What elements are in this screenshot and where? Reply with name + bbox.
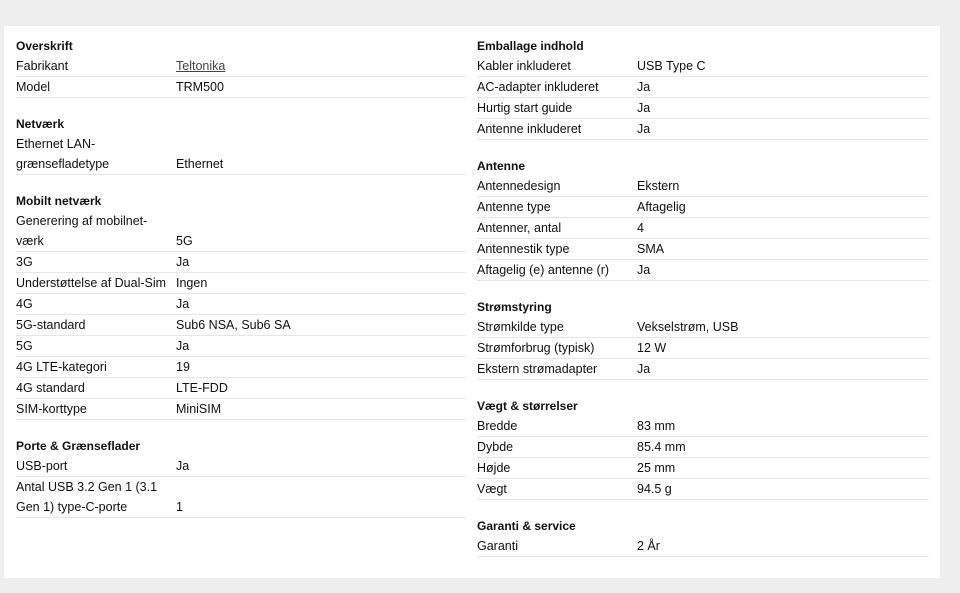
section-title: Mobilt netværk <box>16 194 102 208</box>
spec-value-container <box>637 260 929 280</box>
spec-value-container <box>176 134 466 174</box>
spec-value-container <box>176 399 466 419</box>
spec-label: Garanti <box>477 539 518 553</box>
spec-label: Ethernet LAN-grænsefladetype <box>16 137 110 171</box>
spec-value: MiniSIM <box>176 402 222 416</box>
spec-value: USB Type C <box>637 59 706 73</box>
spec-value-container <box>637 176 929 196</box>
spec-label: Strømkilde type <box>477 320 564 334</box>
spec-label: Understøttelse af Dual-Sim <box>16 276 167 290</box>
spec-value: Vekselstrøm, USB <box>637 320 739 334</box>
spec-value: Ja <box>176 297 190 311</box>
spec-value: Aftagelig <box>637 200 686 214</box>
spec-row <box>477 77 929 98</box>
spec-value-container <box>176 77 466 97</box>
spec-value-container <box>637 338 929 358</box>
spec-value: 94.5 g <box>637 482 672 496</box>
spec-value: LTE-FDD <box>176 381 228 395</box>
section-title: Netværk <box>16 117 65 131</box>
spec-label: Ekstern strømadapter <box>477 362 598 376</box>
spec-section-vaegt-storrelser <box>477 396 929 500</box>
spec-label: Antal USB 3.2 Gen 1 (3.1 Gen 1) type-C-porte <box>16 480 158 514</box>
spec-value: Ekstern <box>637 179 680 193</box>
spec-label: 4G standard <box>16 381 85 395</box>
section-title: Strømstyring <box>477 300 552 314</box>
spec-section-garanti-service <box>477 516 929 557</box>
spec-value-container <box>176 378 466 398</box>
spec-section-overskrift <box>16 36 466 98</box>
spec-value-container <box>176 294 466 314</box>
spec-label: Antenne type <box>477 200 551 214</box>
spec-label: Antenner, antal <box>477 221 562 235</box>
spec-value-container <box>176 477 466 517</box>
spec-label: Hurtig start guide <box>477 101 573 115</box>
spec-value: 4 <box>637 221 644 235</box>
spec-value: 85.4 mm <box>637 440 686 454</box>
section-title: Overskrift <box>16 39 73 53</box>
spec-value-container <box>637 359 929 379</box>
spec-row <box>477 119 929 140</box>
spec-row <box>477 437 929 458</box>
spec-label: Strømforbrug (typisk) <box>477 341 595 355</box>
spec-value: Ja <box>637 263 651 277</box>
spec-section-stromstyring <box>477 297 929 380</box>
spec-row <box>477 176 929 197</box>
spec-row <box>477 239 929 260</box>
spec-label: 3G <box>16 255 33 269</box>
spec-value-container <box>637 56 929 76</box>
spec-value-container <box>637 416 929 436</box>
spec-value: Ja <box>637 80 651 94</box>
spec-value-container <box>637 77 929 97</box>
spec-column-left <box>16 36 466 534</box>
spec-row <box>16 273 466 294</box>
spec-row <box>16 77 466 98</box>
section-title: Vægt & størrelser <box>477 399 578 413</box>
spec-label: Bredde <box>477 419 518 433</box>
spec-label: 4G LTE-kategori <box>16 360 107 374</box>
manufacturer-link[interactable]: Teltonika <box>176 59 226 73</box>
section-title: Emballage indhold <box>477 39 584 53</box>
spec-label: Højde <box>477 461 511 475</box>
spec-row <box>477 536 929 557</box>
spec-label: 4G <box>16 297 33 311</box>
spec-label: USB-port <box>16 459 68 473</box>
spec-row <box>477 197 929 218</box>
spec-row <box>477 260 929 281</box>
spec-value: TRM500 <box>176 80 224 94</box>
spec-value-container <box>176 315 466 335</box>
spec-row <box>477 317 929 338</box>
spec-label: Vægt <box>477 482 507 496</box>
spec-value-container <box>176 273 466 293</box>
spec-value-container <box>176 336 466 356</box>
spec-value: 19 <box>176 360 190 374</box>
spec-value-container <box>637 437 929 457</box>
spec-row <box>477 98 929 119</box>
spec-value-container <box>637 197 929 217</box>
spec-value-container <box>637 218 929 238</box>
spec-row <box>477 56 929 77</box>
spec-label: Aftagelig (e) antenne (r) <box>477 263 610 277</box>
spec-value: Ethernet <box>176 157 224 171</box>
spec-label: Model <box>16 80 51 94</box>
spec-row <box>16 456 466 477</box>
spec-value: Ja <box>176 339 190 353</box>
spec-row <box>477 458 929 479</box>
spec-value-container <box>637 239 929 259</box>
spec-value-container <box>637 479 929 499</box>
section-title: Antenne <box>477 159 525 173</box>
spec-label: Fabrikant <box>16 59 69 73</box>
spec-value: 83 mm <box>637 419 676 433</box>
spec-label: AC-adapter inkluderet <box>477 80 599 94</box>
spec-section-antenne <box>477 156 929 281</box>
spec-label: 5G-standard <box>16 318 86 332</box>
spec-row <box>16 399 466 420</box>
spec-value: Ja <box>637 101 651 115</box>
spec-value: 2 År <box>637 539 660 553</box>
spec-value: 1 <box>176 500 183 514</box>
spec-value: Ja <box>176 255 190 269</box>
spec-value: Ingen <box>176 276 208 290</box>
spec-label: SIM-korttype <box>16 402 87 416</box>
spec-section-emballage-indhold <box>477 36 929 140</box>
spec-section-netvaerk <box>16 114 466 175</box>
spec-value-container <box>637 536 929 556</box>
spec-value: Ja <box>637 362 651 376</box>
spec-row <box>477 338 929 359</box>
spec-value: SMA <box>637 242 665 256</box>
spec-value-container <box>176 211 466 251</box>
spec-label: Antenne inkluderet <box>477 122 582 136</box>
section-title: Garanti & service <box>477 519 576 533</box>
spec-row <box>477 218 929 239</box>
spec-row <box>16 56 466 77</box>
spec-row <box>16 315 466 336</box>
spec-section-porte-graenseflader <box>16 436 466 518</box>
spec-value-container <box>176 252 466 272</box>
spec-row <box>16 378 466 399</box>
spec-row <box>477 416 929 437</box>
spec-row <box>16 211 466 252</box>
spec-column-right <box>477 36 929 573</box>
spec-value: 12 W <box>637 341 667 355</box>
section-title: Porte & Grænseflader <box>16 439 141 453</box>
spec-value-container <box>637 317 929 337</box>
spec-value-container <box>176 357 466 377</box>
spec-value: Ja <box>637 122 651 136</box>
spec-label: Generering af mobilnet-værk <box>16 214 148 248</box>
spec-row <box>477 359 929 380</box>
spec-row <box>16 357 466 378</box>
spec-label: Antennedesign <box>477 179 561 193</box>
spec-row <box>16 134 466 175</box>
spec-value-container <box>176 456 466 476</box>
spec-label: 5G <box>16 339 33 353</box>
spec-row <box>16 294 466 315</box>
spec-value-container <box>637 458 929 478</box>
spec-value-container <box>637 119 929 139</box>
spec-value-container <box>637 98 929 118</box>
spec-value: 5G <box>176 234 193 248</box>
spec-value-container <box>176 56 466 76</box>
spec-label: Kabler inkluderet <box>477 59 571 73</box>
spec-value: Ja <box>176 459 190 473</box>
spec-row <box>16 252 466 273</box>
spec-value: Sub6 NSA, Sub6 SA <box>176 318 291 332</box>
spec-label: Dybde <box>477 440 514 454</box>
spec-row <box>16 477 466 518</box>
spec-card <box>4 26 940 578</box>
spec-value: 25 mm <box>637 461 676 475</box>
spec-label: Antennestik type <box>477 242 570 256</box>
spec-row <box>477 479 929 500</box>
spec-section-mobilt-netvaerk <box>16 191 466 420</box>
spec-row <box>16 336 466 357</box>
